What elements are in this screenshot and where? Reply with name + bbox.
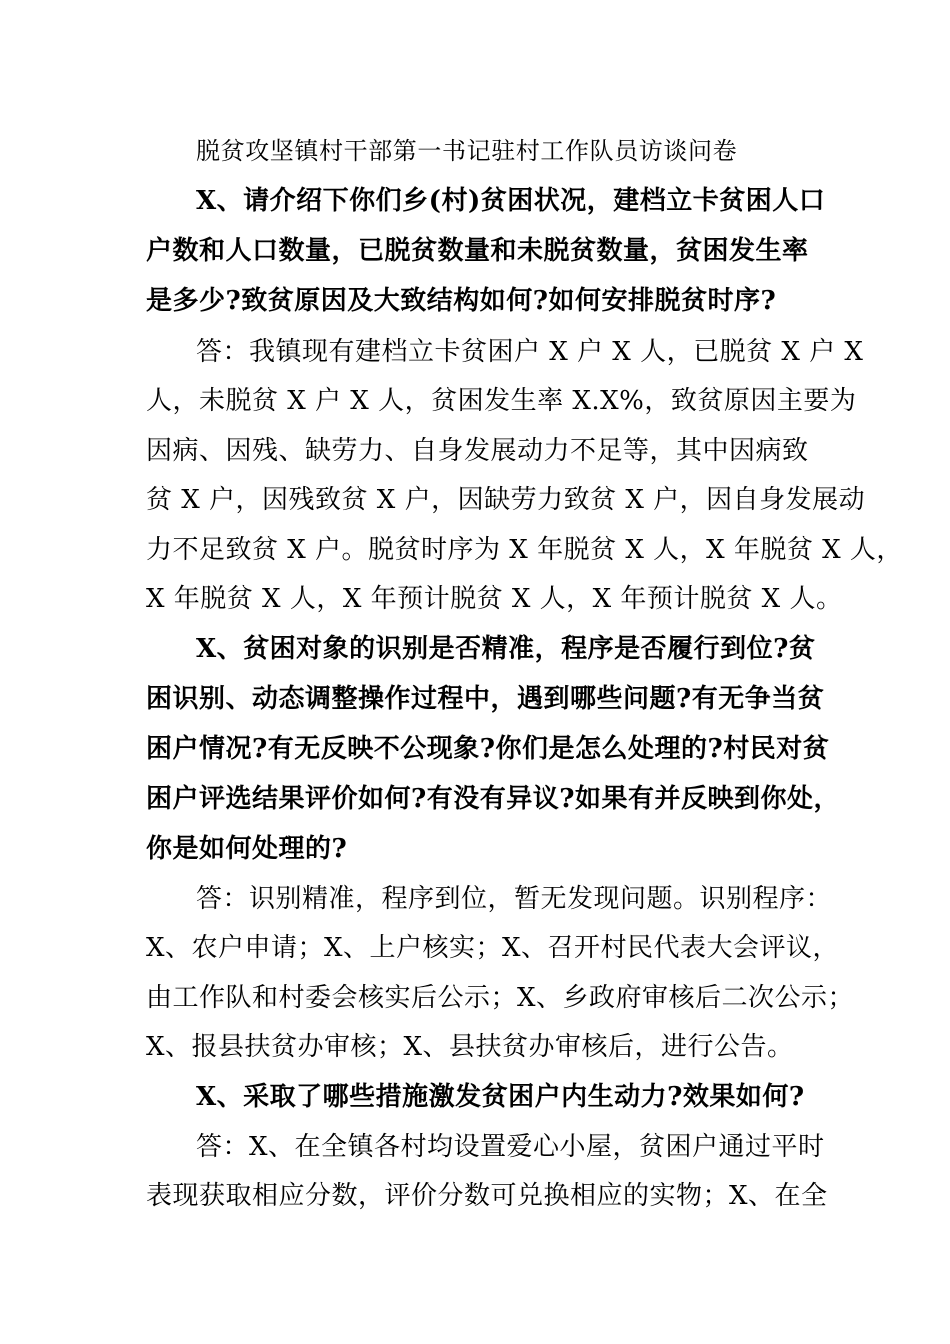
question-2-line-1: X、贫困对象的识别是否精准，程序是否履行到位?贫 — [196, 634, 816, 664]
answer-3-line-2: 表现获取相应分数，评价分数可兑换相应的实物；X、在全 — [146, 1181, 828, 1211]
answer-1-line-2: 人，未脱贫 X 户 X 人，贫困发生率 X.X%，致贫原因主要为 — [146, 386, 857, 416]
document-title: 脱贫攻坚镇村干部第一书记驻村工作队员访谈问卷 — [196, 137, 738, 165]
question-2-line-3: 困户情况?有无反映不公现象?你们是怎么处理的?村民对贫 — [146, 734, 830, 764]
answer-2-line-3: 由工作队和村委会核实后公示；X、乡政府审核后二次公示； — [146, 983, 855, 1013]
question-2-line-5: 你是如何处理的? — [146, 834, 348, 864]
question-1-line-2: 户数和人口数量，已脱贫数量和未脱贫数量，贫困发生率 — [146, 236, 809, 266]
answer-1-line-6: X 年脱贫 X 人，X 年预计脱贫 X 人，X 年预计脱贫 X 人。 — [146, 584, 843, 614]
question-1-line-1: X、请介绍下你们乡(村)贫困状况，建档立卡贫困人口 — [196, 186, 826, 216]
question-3-line-1: X、采取了哪些措施激发贫困户内生动力?效果如何? — [196, 1082, 805, 1112]
question-1-line-3: 是多少?致贫原因及大致结构如何?如何安排脱贫时序? — [146, 286, 777, 316]
question-2-line-2: 困识别、动态调整操作过程中，遇到哪些问题?有无争当贫 — [146, 684, 825, 714]
answer-2-line-1: 答：识别精准，程序到位，暂无发现问题。识别程序： — [196, 884, 833, 914]
answer-1-line-1: 答：我镇现有建档立卡贫困户 X 户 X 人，已脱贫 X 户 X — [196, 337, 864, 367]
answer-1-line-3: 因病、因残、缺劳力、自身发展动力不足等，其中因病致 — [146, 436, 809, 466]
answer-1-line-4: 贫 X 户，因残致贫 X 户，因缺劳力致贫 X 户，因自身发展动 — [146, 485, 866, 515]
answer-1-line-5: 力不足致贫 X 户。脱贫时序为 X 年脱贫 X 人，X 年脱贫 X 人， — [146, 535, 903, 565]
question-2-line-4: 困户评选结果评价如何?有没有异议?如果有并反映到你处， — [146, 784, 840, 814]
answer-3-line-1: 答：X、在全镇各村均设置爱心小屋，贫困户通过平时 — [196, 1132, 825, 1162]
answer-2-line-4: X、报县扶贫办审核；X、县扶贫办审核后，进行公告。 — [146, 1032, 794, 1062]
answer-2-line-2: X、农户申请；X、上户核实；X、召开村民代表大会评议， — [146, 933, 840, 963]
